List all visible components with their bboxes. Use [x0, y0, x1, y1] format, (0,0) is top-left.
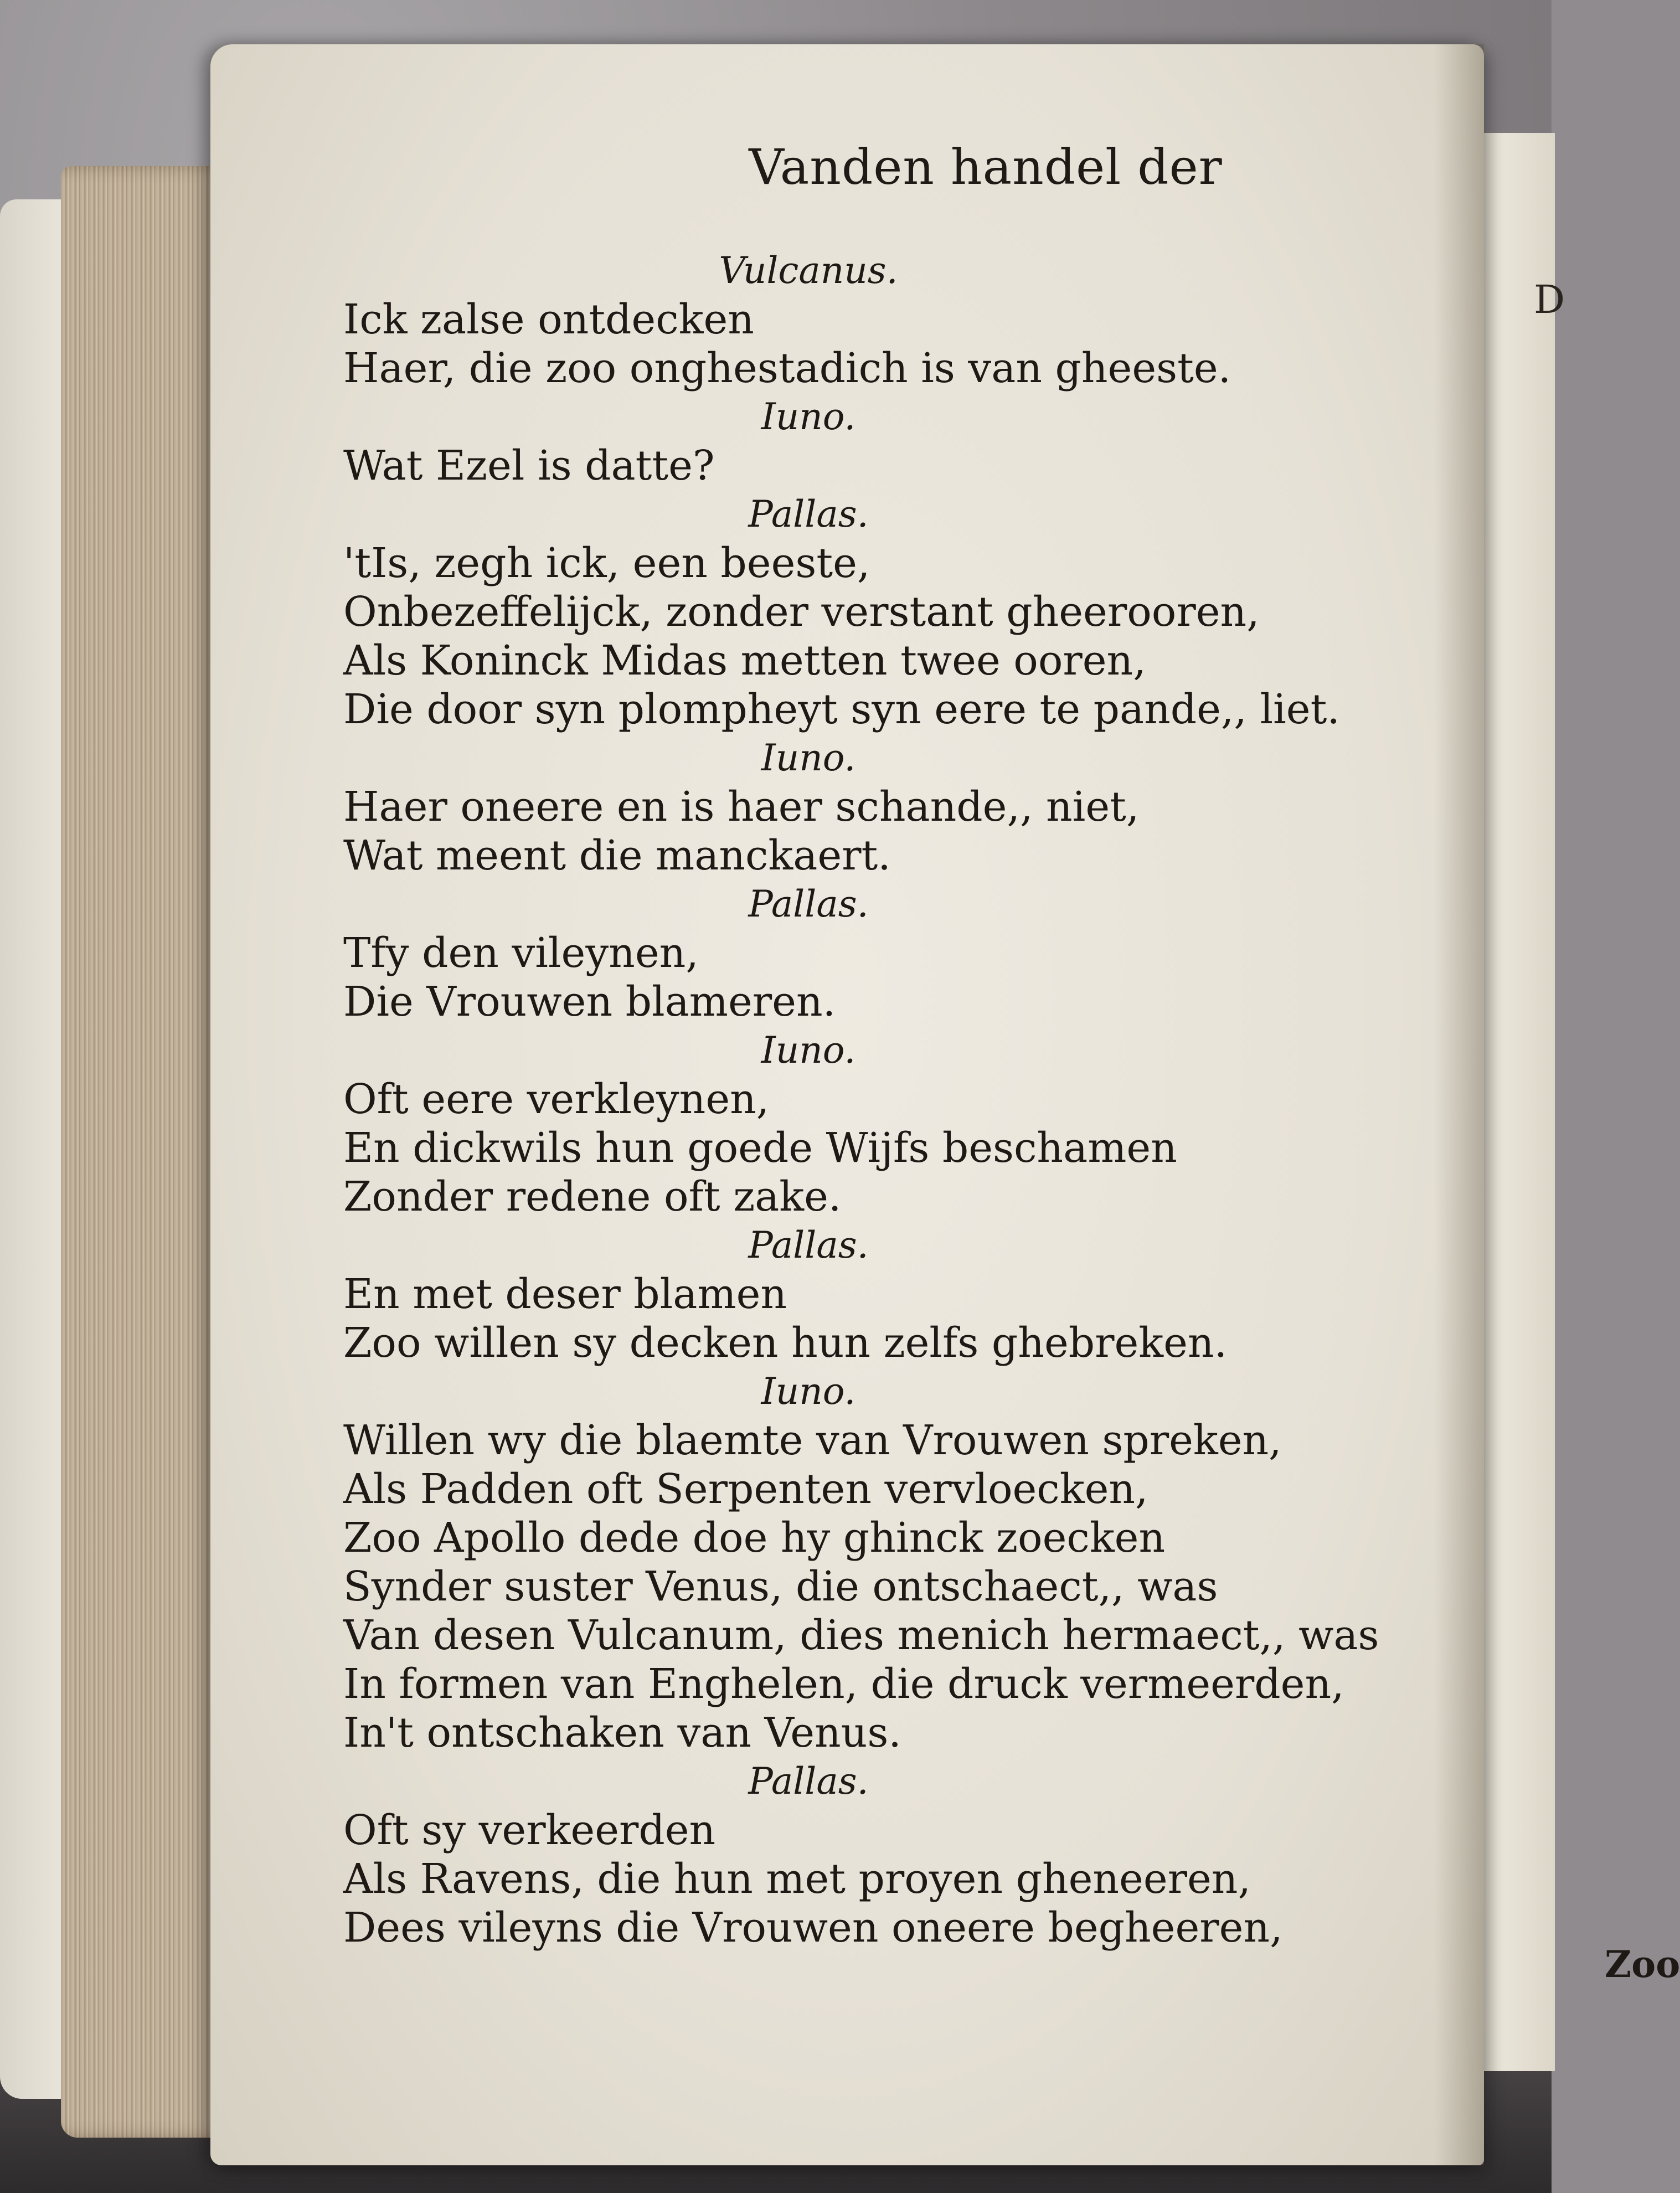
verse-line: 'tIs, zegh ick, een beeste, — [343, 539, 870, 587]
speaker-name: Iuno. — [761, 395, 856, 438]
verse-line: In formen van Enghelen, die druck vermeerden, — [343, 1660, 1344, 1708]
book-page — [210, 44, 1680, 2165]
running-header: Vanden handel der — [749, 138, 1223, 195]
verse-line: Tfy den vileynen, — [343, 929, 699, 977]
facing-page-letter: D — [1534, 277, 1565, 322]
verse-line: Wat Ezel is datte? — [343, 442, 715, 490]
verse-line: Willen wy die blaemte van Vrouwen spreken, — [343, 1417, 1282, 1464]
catchword: Zoo — [1605, 1943, 1680, 1986]
speaker-name: Iuno. — [761, 1370, 856, 1413]
speaker-name: Vulcanus. — [719, 249, 898, 292]
verse-line: Van desen Vulcanum, dies menich hermaect,, was — [343, 1612, 1379, 1659]
verse-line: En met deser blamen — [343, 1270, 787, 1318]
speaker-name: Pallas. — [748, 1760, 869, 1803]
verse-line: En dickwils hun goede Wijfs beschamen — [343, 1124, 1177, 1172]
verse-line: Haer oneere en is haer schande,, niet, — [343, 783, 1140, 831]
verse-text — [343, 246, 1451, 1952]
verse-line: Die door syn plompheyt syn eere te pande,, liet. — [343, 686, 1340, 733]
verse-line: Als Padden oft Serpenten vervloecken, — [343, 1465, 1148, 1513]
verse-line: In't ontschaken van Venus. — [343, 1709, 901, 1757]
verse-line: Synder suster Venus, die ontschaect,, was — [343, 1563, 1218, 1610]
speaker-name: Iuno. — [761, 1029, 856, 1072]
verse-line: Haer, die zoo onghestadich is van gheeste. — [343, 344, 1231, 392]
verse-line: Zoo willen sy decken hun zelfs ghebreken. — [343, 1319, 1228, 1367]
verse-line: Oft sy verkeerden — [343, 1806, 716, 1854]
verse-line: Onbezeffelijck, zonder verstant gheerooren, — [343, 588, 1260, 636]
speaker-name: Pallas. — [748, 1224, 869, 1267]
verse-line: Die Vrouwen blameren. — [343, 978, 836, 1026]
verse-line: Wat meent die manckaert. — [343, 832, 891, 879]
verse-line: Dees vileyns die Vrouwen oneere begheeren, — [343, 1904, 1283, 1952]
verse-line: Oft eere verkleynen, — [343, 1075, 770, 1123]
speaker-name: Pallas. — [748, 493, 869, 536]
verse-line: Als Koninck Midas metten twee ooren, — [343, 637, 1146, 684]
verse-line: Ick zalse ontdecken — [343, 296, 754, 343]
verse-line: Als Ravens, die hun met proyen gheneeren, — [343, 1855, 1251, 1903]
page-edges — [61, 166, 227, 2138]
speaker-name: Iuno. — [761, 737, 856, 779]
speaker-name: Pallas. — [748, 883, 869, 925]
verse-line: Zoo Apollo dede doe hy ghinck zoecken — [343, 1514, 1166, 1562]
verse-line: Zonder redene oft zake. — [343, 1173, 842, 1221]
